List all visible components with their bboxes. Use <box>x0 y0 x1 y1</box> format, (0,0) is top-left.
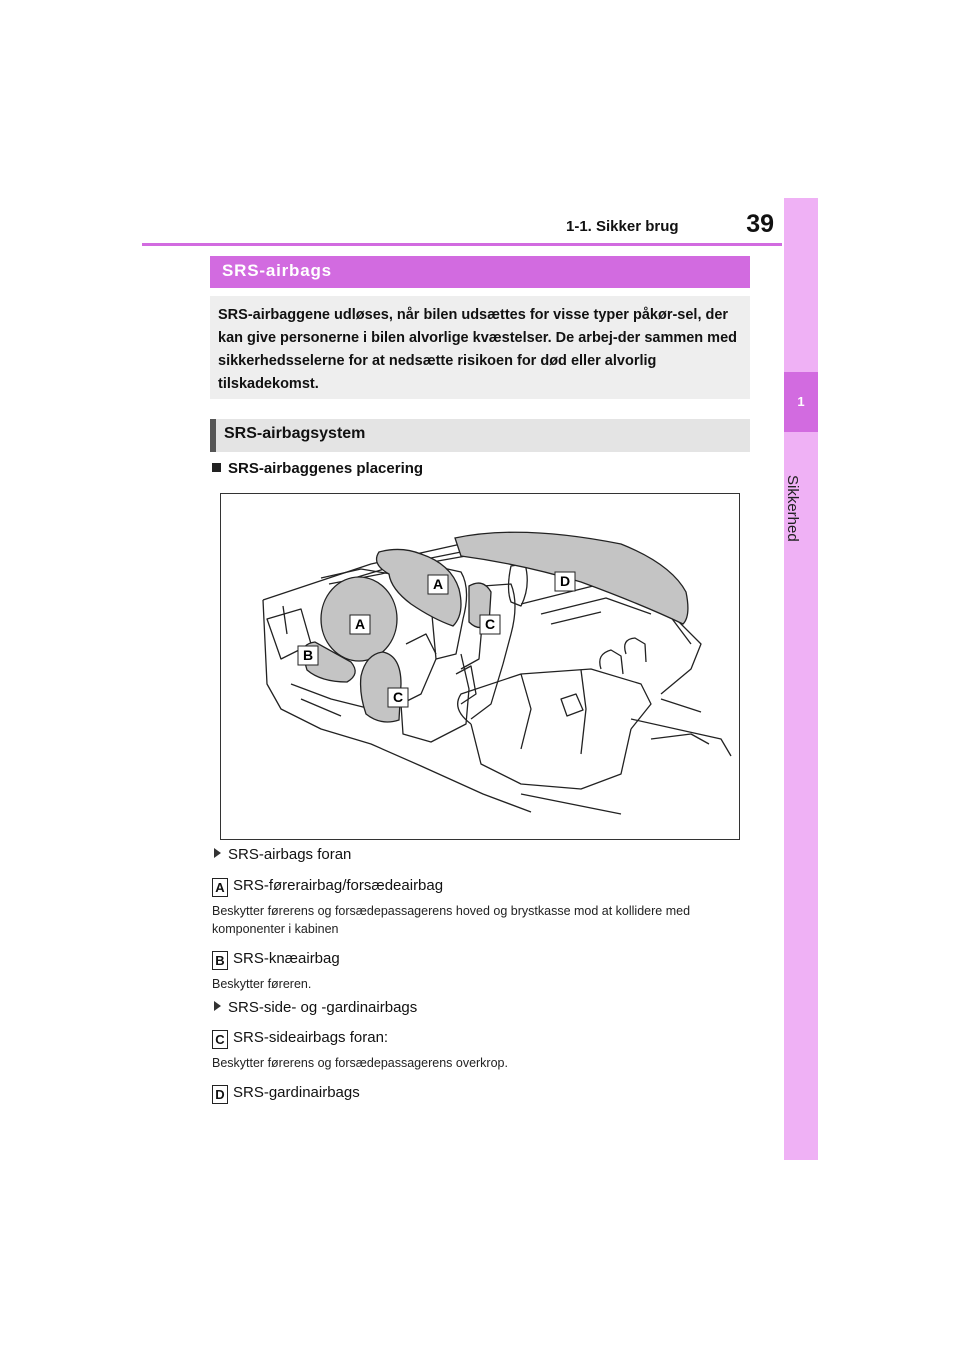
tag-b: B <box>212 951 228 970</box>
tag-c: C <box>212 1030 228 1049</box>
chapter-side-tab <box>784 198 818 1160</box>
group-lead-side-text: SRS-side- og -gardinairbags <box>228 999 418 1016</box>
item-title: SRS-sideairbags foran: <box>233 1029 389 1046</box>
chapter-tab-label: Sikkerhed <box>784 475 801 542</box>
group-lead-front-text: SRS-airbags foran <box>228 846 352 863</box>
item-title: SRS-knæairbag <box>233 950 340 967</box>
callout-b-label: B <box>302 647 314 663</box>
list-item <box>212 1084 360 1104</box>
main-heading: SRS-airbags <box>222 261 332 280</box>
airbag-illustration <box>220 493 740 840</box>
main-heading-bar <box>210 256 750 288</box>
page-number: 39 <box>746 210 774 238</box>
item-description: Beskytter førerens og forsædepassagerens hoved og brystkasse mod at kollidere med komponenter i kabinen <box>212 904 691 936</box>
item-title: SRS-førerairbag/forsædeairbag <box>233 877 444 894</box>
callout-a-passenger-label: A <box>432 576 444 592</box>
sub-heading-bar <box>210 419 750 452</box>
list-item <box>212 877 443 897</box>
callout-c-passenger-label: C <box>484 616 496 632</box>
placement-heading <box>212 460 423 477</box>
list-item <box>212 1029 388 1049</box>
list-item <box>212 950 340 970</box>
tag-d: D <box>212 1085 228 1104</box>
callout-c-driver-label: C <box>392 689 404 705</box>
triangle-bullet-icon <box>214 1001 221 1011</box>
group-lead-side <box>214 999 417 1016</box>
item-description: Beskytter førerens og forsædepassagerens overkrop. <box>212 1056 508 1070</box>
sub-heading: SRS-airbagsystem <box>224 425 366 442</box>
intro-text: SRS-airbaggene udløses, når bilen udsættes for visse typer påkør-sel, der kan give personerne i bilen alvorlige kvæstelser. De arbej-der sammen med sikkerhedsselerne for at nedsætte risikoen for død eller alvorlig tilskadekomst. <box>218 307 737 392</box>
item-description: Beskytter føreren. <box>212 977 312 991</box>
placement-heading-text: SRS-airbaggenes placering <box>228 460 424 477</box>
car-interior-drawing <box>221 494 739 839</box>
section-label: 1-1. Sikker brug <box>566 218 679 235</box>
square-bullet-icon <box>212 463 221 472</box>
header-rule <box>142 243 782 246</box>
triangle-bullet-icon <box>214 848 221 858</box>
callout-a-driver-label: A <box>354 616 366 632</box>
chapter-tab-number: 1 <box>797 394 805 409</box>
item-title: SRS-gardinairbags <box>233 1084 360 1101</box>
group-lead-front <box>214 846 351 863</box>
tag-a: A <box>212 878 228 897</box>
callout-d-label: D <box>559 573 571 589</box>
